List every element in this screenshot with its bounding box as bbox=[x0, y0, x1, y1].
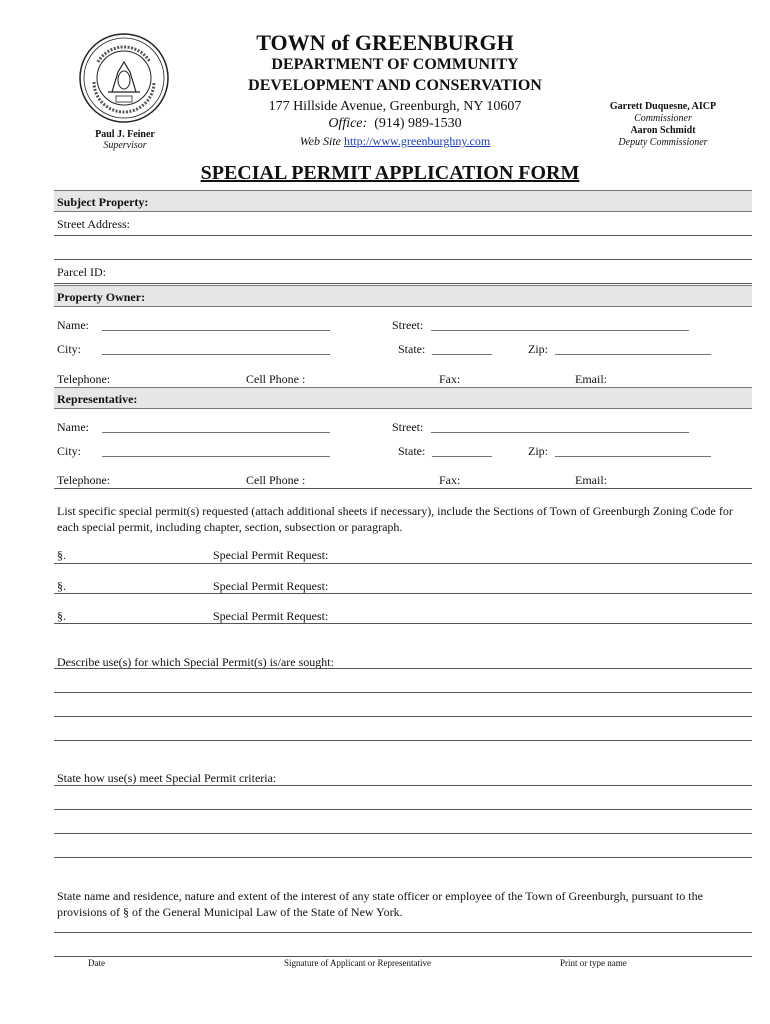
parcel-id-label: Parcel ID: bbox=[57, 265, 106, 279]
signature-line[interactable] bbox=[54, 956, 752, 957]
representative-heading: Representative: bbox=[54, 387, 752, 409]
owner-zip-field[interactable]: __________________________ bbox=[555, 342, 711, 356]
office-phone: (914) 989-1530 bbox=[374, 116, 462, 131]
supervisor-title: Supervisor bbox=[103, 140, 147, 151]
describe-use-line-1[interactable] bbox=[54, 668, 752, 669]
rep-fax-label: Fax: bbox=[439, 473, 461, 487]
office-label: Office: bbox=[328, 116, 368, 131]
form-title: SPECIAL PERMIT APPLICATION FORM bbox=[200, 162, 580, 184]
deputy-name: Aaron Schmidt bbox=[630, 125, 696, 136]
property-owner-heading: Property Owner: bbox=[54, 285, 752, 307]
owner-zip-label: Zip: bbox=[528, 342, 548, 356]
permit-request-label-2: Special Permit Request: bbox=[213, 579, 329, 593]
supervisor-block bbox=[62, 129, 188, 151]
rep-zip-field[interactable]: __________________________ bbox=[555, 444, 711, 458]
permit-instructions: List specific special permit(s) requested (attach additional sheets if necessary), include the Sections of Town of Greenburgh Zoning Code for each special permit, including chapter, section, subsection or paragraph. bbox=[57, 504, 733, 534]
date-label: Date bbox=[88, 958, 105, 968]
criteria-line-3[interactable] bbox=[54, 833, 752, 834]
owner-fax-label: Fax: bbox=[439, 372, 461, 386]
rep-cell-label: Cell Phone : bbox=[246, 473, 306, 487]
owner-telephone-label: Telephone: bbox=[57, 372, 111, 386]
rep-street-field[interactable]: ___________________________________________ bbox=[431, 420, 689, 434]
supervisor-name: Paul J. Feiner bbox=[95, 129, 155, 140]
department-address: 177 Hillside Avenue, Greenburgh, NY 10607 bbox=[268, 99, 522, 114]
rep-name-field[interactable]: ______________________________________ bbox=[102, 420, 330, 434]
owner-city-label: City: bbox=[57, 342, 82, 356]
owner-street-field[interactable]: ___________________________________________ bbox=[431, 318, 689, 332]
print-name-label: Print or type name bbox=[560, 958, 627, 968]
department-line-1: DEPARTMENT OF COMMUNITY bbox=[271, 56, 519, 73]
town-title: TOWN of GREENBURGH bbox=[256, 30, 514, 55]
owner-email-label: Email: bbox=[575, 372, 607, 386]
commissioner-title: Commissioner bbox=[634, 113, 692, 124]
state-officer-text: State name and residence, nature and extent of the interest of any state officer or employee of the Town of Greenburgh, pursuant to the provisions of § of the General Municipal Law of the State of New York. bbox=[57, 889, 703, 919]
website-link[interactable]: http://www.greenburghny.com bbox=[344, 134, 491, 148]
owner-name-label: Name: bbox=[57, 318, 89, 332]
rep-city-label: City: bbox=[57, 444, 82, 458]
parcel-id-field[interactable] bbox=[54, 283, 752, 284]
deputy-title: Deputy Commissioner bbox=[618, 137, 708, 148]
street-address-label: Street Address: bbox=[57, 217, 130, 231]
commissioner-name: Garrett Duquesne, AICP bbox=[609, 101, 717, 112]
owner-city-field[interactable]: ______________________________________ bbox=[102, 342, 330, 356]
commissioner-block bbox=[596, 101, 730, 149]
criteria-line-1[interactable] bbox=[54, 785, 752, 786]
criteria-label: State how use(s) meet Special Permit criteria: bbox=[57, 771, 277, 785]
owner-state-label: State: bbox=[398, 342, 426, 356]
website-label: Web Site bbox=[299, 134, 341, 148]
rep-state-field[interactable]: __________ bbox=[432, 444, 492, 458]
rep-state-label: State: bbox=[398, 444, 426, 458]
owner-state-field[interactable]: __________ bbox=[432, 342, 492, 356]
subject-property-heading: Subject Property: bbox=[54, 190, 752, 212]
owner-cell-label: Cell Phone : bbox=[246, 372, 306, 386]
rep-email-label: Email: bbox=[575, 473, 607, 487]
permit-request-field-2[interactable] bbox=[54, 593, 752, 594]
street-address-field-2[interactable] bbox=[54, 259, 752, 260]
permit-request-field-1[interactable] bbox=[54, 563, 752, 564]
owner-name-field[interactable]: ______________________________________ bbox=[102, 318, 330, 332]
permit-section-2: §. bbox=[57, 579, 66, 593]
permit-request-field-3[interactable] bbox=[54, 623, 752, 624]
permit-request-label-1: Special Permit Request: bbox=[213, 548, 329, 562]
street-address-field[interactable] bbox=[54, 235, 752, 236]
permit-section-1: §. bbox=[57, 548, 66, 562]
rep-name-label: Name: bbox=[57, 420, 89, 434]
criteria-line-4[interactable] bbox=[54, 857, 752, 858]
describe-use-line-2[interactable] bbox=[54, 692, 752, 693]
state-officer-line[interactable] bbox=[54, 932, 752, 933]
describe-use-line-3[interactable] bbox=[54, 716, 752, 717]
rep-zip-label: Zip: bbox=[528, 444, 548, 458]
rep-street-label: Street: bbox=[392, 420, 424, 434]
describe-use-label: Describe use(s) for which Special Permit(s) is/are sought: bbox=[57, 655, 334, 669]
signature-label: Signature of Applicant or Representative bbox=[284, 958, 431, 968]
permit-section-3: §. bbox=[57, 609, 66, 623]
rep-telephone-label: Telephone: bbox=[57, 473, 111, 487]
permit-request-label-3: Special Permit Request: bbox=[213, 609, 329, 623]
owner-street-label: Street: bbox=[392, 318, 424, 332]
rep-city-field[interactable]: ______________________________________ bbox=[102, 444, 330, 458]
representative-divider bbox=[54, 488, 752, 489]
criteria-line-2[interactable] bbox=[54, 809, 752, 810]
describe-use-line-4[interactable] bbox=[54, 740, 752, 741]
department-line-2: DEVELOPMENT AND CONSERVATION bbox=[248, 77, 542, 94]
